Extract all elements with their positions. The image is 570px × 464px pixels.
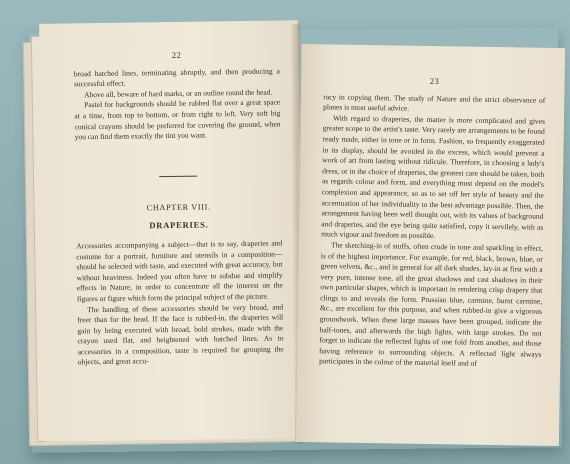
left-page-number: 22	[171, 49, 182, 60]
section-divider	[159, 175, 197, 177]
paragraph: With regard to draperies, the matter is more complicated and gives greater scope to the artist's taste. Very rarely are arrangements to be found ready made, either in tone or in form. Fashion, so frequently exaggerated in its display, should be avoided in the excess, which would prevent a work of art from lasting without ridicule. Therefore, in choosing a lady's dress, or in the choice of draperies, the greatest care should be taken, both as regards colour and form, and everything must depend on the model's complexion and appearance, so as to set off her style of beauty and the accentuation of her individuality to the best advantage possible. Then, the arrangement having been well thought out, with its values of background and draperies, and the eye being quite satisfied, copy it servilely, with as much vigour and freedom as possible.	[321, 113, 546, 241]
left-page-text-top	[74, 66, 281, 143]
right-page	[295, 44, 565, 446]
section-title: DRAPERIES.	[149, 219, 209, 231]
right-page-text	[319, 92, 545, 371]
right-page-content	[319, 74, 546, 370]
paragraph: The handling of these accessories should be very broad, and freer than for the head. If the face is rubbed-in, the draperies will gain by being executed with broad, bold strokes, made with the crayon used flat, and heightened with hatched lines. As to accessories in a composition, taste is required for grouping the objects, and great accu-	[77, 301, 284, 367]
paragraph: Accessories accompanying a subject—that is to say, draperies and costume for a portrait, furniture and utensils in a composition—should be selected with taste, and executed with great accuracy, but without heaviness. Indeed you often have to subdue and simplify effects in Nature, in order to concentrate all the interest on the figures or figure which form the principal subject of the picture.	[76, 238, 283, 304]
paragraph: broad hatched lines, terminating abruptly, and then producing a successful effect.	[73, 66, 280, 89]
left-page-content	[73, 48, 283, 368]
chapter-heading: CHAPTER VIII.	[146, 202, 211, 213]
left-page	[39, 20, 304, 442]
paragraph: Pastel for backgrounds should be rubbed flat over a great space at a time, from top to bottom, or from right to left. Very soft big conical crayons should be preferred for covering the ground, when you can find them exactly the tint you want.	[74, 97, 281, 142]
paragraph: racy in copying them. The study of Nature and the strict observance of planes is most useful advice.	[323, 91, 546, 113]
paragraph: The sketching-in of stuffs, often crude in tone and sparkling in effect, is of the highest importance. For example, for red, black, brown, blue, or green velvets, &c., and in general for all dark shades, lay-in at first with a very pure, intense tone, all the great shadows and cast shadows in their own particular shapes, which is important in rendering crisp drapery that clings to and reveals the form. Prussian blue, carmine, burnt carmine, &c., are excellent for this purpose, and when rubbed-in give a vigorous groundwork. When these large masses have been grouped, indicate the half-tones, and afterwards the high lights, with large strokes. Do not forget to indicate the reflected lights of one fold from another, and those having reference to surrounding objects. A reflected light always participates in the colour of the material itself and of	[319, 240, 544, 369]
right-page-number: 23	[429, 75, 440, 87]
left-page-text-bottom	[76, 238, 284, 368]
paragraph: Above all, beware of hard marks, or an outline round the head.	[84, 87, 273, 99]
